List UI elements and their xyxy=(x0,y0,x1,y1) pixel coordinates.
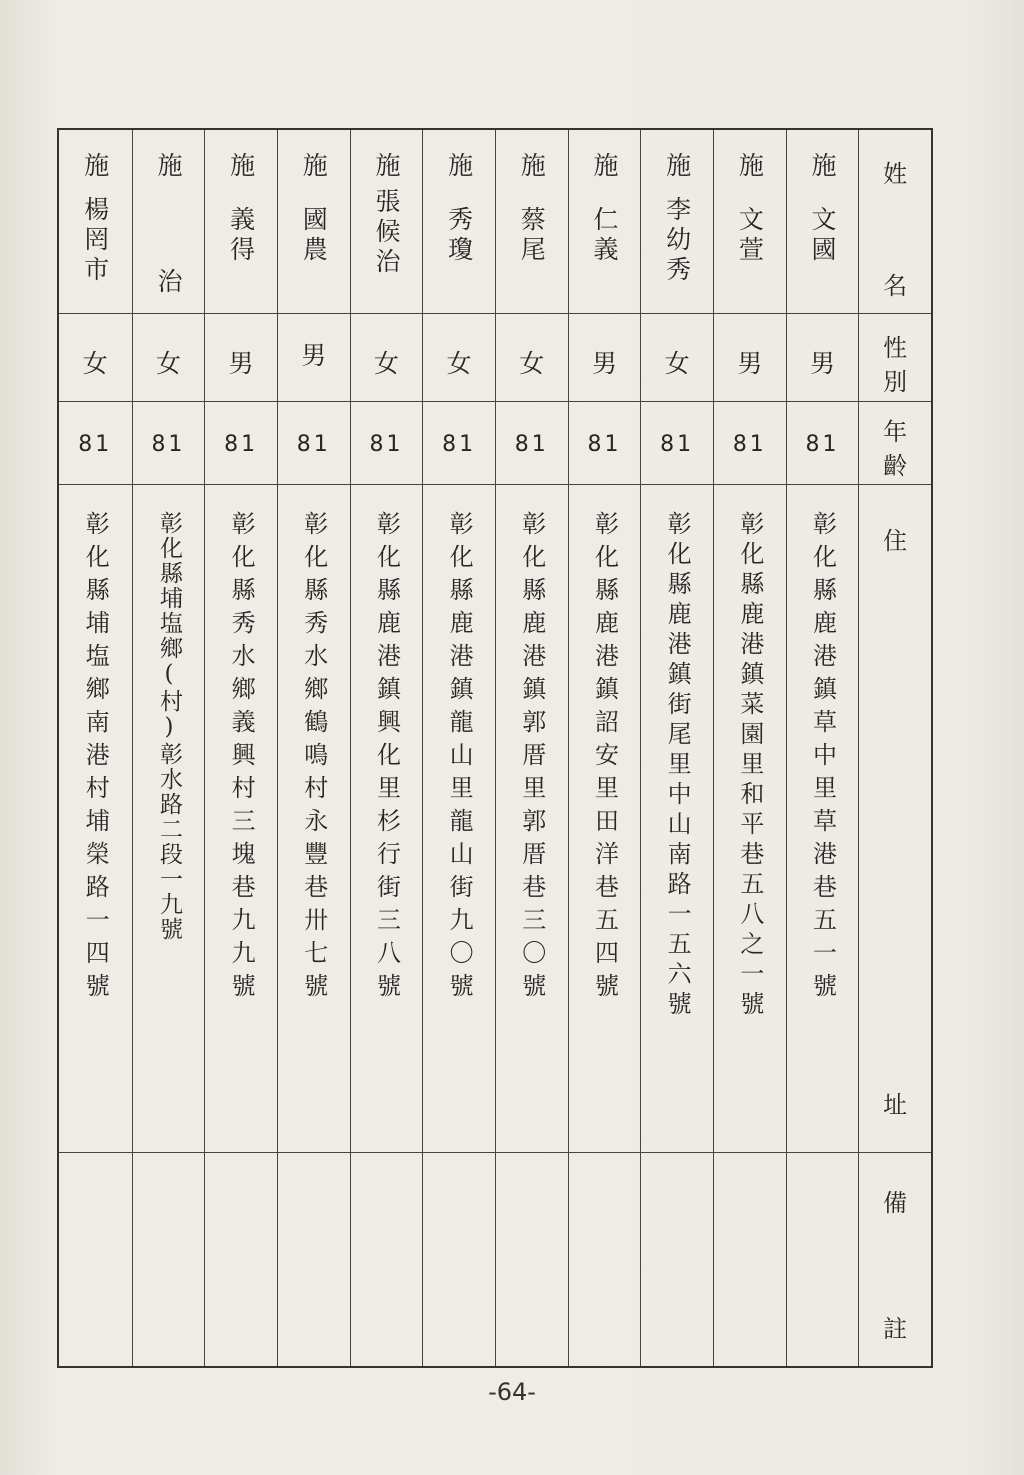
address-cell xyxy=(423,485,495,1153)
name-cell xyxy=(423,130,495,314)
header-column xyxy=(858,130,931,1366)
age-value: 81 xyxy=(224,432,259,457)
sex-cell xyxy=(641,314,713,402)
address-cell xyxy=(133,485,205,1153)
age-cell xyxy=(133,402,205,485)
surname: 施 xyxy=(517,152,547,182)
sex-value: 男 xyxy=(228,349,254,378)
remarks-cell xyxy=(278,1153,350,1366)
name-cell xyxy=(133,130,205,314)
age-value: 81 xyxy=(805,432,840,457)
sex-cell xyxy=(205,314,277,402)
record-column xyxy=(713,130,786,1366)
sex-cell xyxy=(59,314,132,402)
sex-value: 女 xyxy=(664,349,690,378)
address-cell xyxy=(278,485,350,1153)
remarks-cell xyxy=(205,1153,277,1366)
given-name: 蔡尾 xyxy=(517,206,547,266)
given-name: 李幼秀 xyxy=(662,196,692,286)
address-cell xyxy=(59,485,132,1153)
sex-value: 女 xyxy=(373,349,399,378)
age-cell xyxy=(787,402,859,485)
age-value: 81 xyxy=(514,432,549,457)
surname: 施 xyxy=(299,152,329,182)
surname: 施 xyxy=(226,152,256,182)
address-value: 彰化縣鹿港鎮街尾里中山南路一五六號 xyxy=(663,511,692,1021)
remarks-cell xyxy=(496,1153,568,1366)
surname: 施 xyxy=(589,152,619,182)
age-value: 81 xyxy=(78,432,113,457)
name-cell xyxy=(351,130,423,314)
given-name: 治 xyxy=(153,268,183,298)
name-cell xyxy=(569,130,641,314)
header-address-bottom: 址 xyxy=(883,1091,908,1119)
sex-cell xyxy=(569,314,641,402)
header-name-cell xyxy=(859,130,931,314)
header-age-cell xyxy=(859,402,931,485)
sex-value: 女 xyxy=(446,349,472,378)
remarks-cell xyxy=(569,1153,641,1366)
remarks-cell xyxy=(423,1153,495,1366)
given-name: 文國 xyxy=(807,206,837,266)
address-value: 彰化縣埔塩鄉(村)彰水路二段一九號 xyxy=(155,511,182,942)
age-cell xyxy=(641,402,713,485)
address-value: 彰化縣秀水鄉鶴鳴村永豐巷卅七號 xyxy=(299,511,328,1006)
sex-cell xyxy=(351,314,423,402)
remarks-cell xyxy=(351,1153,423,1366)
address-value: 彰化縣鹿港鎮龍山里龍山街九〇號 xyxy=(445,511,474,1006)
sex-cell xyxy=(496,314,568,402)
header-age-top: 年 xyxy=(883,418,908,446)
address-cell xyxy=(641,485,713,1153)
sex-value: 男 xyxy=(737,349,763,378)
given-name: 仁義 xyxy=(589,206,619,266)
sex-cell xyxy=(423,314,495,402)
record-column xyxy=(350,130,423,1366)
address-cell xyxy=(205,485,277,1153)
surname: 施 xyxy=(807,152,837,182)
record-column xyxy=(786,130,859,1366)
name-cell xyxy=(641,130,713,314)
sex-value: 女 xyxy=(82,349,108,378)
header-sex-cell xyxy=(859,314,931,402)
address-cell xyxy=(714,485,786,1153)
given-name: 義得 xyxy=(226,206,256,266)
sex-cell xyxy=(278,314,350,402)
sex-cell xyxy=(133,314,205,402)
remarks-cell xyxy=(641,1153,713,1366)
header-sex-bottom: 別 xyxy=(883,368,908,396)
address-value: 彰化縣秀水鄉義興村三塊巷九九號 xyxy=(227,511,256,1006)
record-column xyxy=(277,130,350,1366)
name-cell xyxy=(205,130,277,314)
remarks-cell xyxy=(59,1153,132,1366)
sex-value: 女 xyxy=(519,349,545,378)
given-name: 秀瓊 xyxy=(444,206,474,266)
register-table xyxy=(57,128,933,1368)
record-column xyxy=(568,130,641,1366)
address-value: 彰化縣埔塩鄉南港村埔榮路一四號 xyxy=(81,511,110,1006)
name-cell xyxy=(496,130,568,314)
header-address-cell xyxy=(859,485,931,1153)
remarks-cell xyxy=(714,1153,786,1366)
surname: 施 xyxy=(735,152,765,182)
sex-cell xyxy=(714,314,786,402)
address-value: 彰化縣鹿港鎮草中里草港巷五一號 xyxy=(808,511,837,1006)
header-name-top: 姓 xyxy=(883,160,908,188)
age-value: 81 xyxy=(151,432,186,457)
surname: 施 xyxy=(153,152,183,182)
header-sex-top: 性 xyxy=(883,334,908,362)
given-name: 楊罔市 xyxy=(80,196,110,286)
name-cell xyxy=(714,130,786,314)
record-column xyxy=(59,130,132,1366)
address-value: 彰化縣鹿港鎮興化里杉行街三八號 xyxy=(372,511,401,1006)
age-value: 81 xyxy=(732,432,767,457)
address-value: 彰化縣鹿港鎮詔安里田洋巷五四號 xyxy=(590,511,619,1006)
record-column xyxy=(422,130,495,1366)
header-age-bottom: 齡 xyxy=(883,452,908,480)
age-cell xyxy=(59,402,132,485)
header-remarks-top: 備 xyxy=(883,1189,908,1217)
age-cell xyxy=(496,402,568,485)
age-value: 81 xyxy=(296,432,331,457)
sex-value: 男 xyxy=(301,341,327,370)
header-name-bottom: 名 xyxy=(883,272,908,300)
header-remarks-bottom: 註 xyxy=(883,1315,908,1343)
age-cell xyxy=(205,402,277,485)
sex-value: 女 xyxy=(155,349,181,378)
remarks-cell xyxy=(787,1153,859,1366)
age-cell xyxy=(423,402,495,485)
record-column xyxy=(640,130,713,1366)
given-name: 文萱 xyxy=(735,206,765,266)
age-value: 81 xyxy=(587,432,622,457)
age-cell xyxy=(351,402,423,485)
record-column xyxy=(204,130,277,1366)
given-name: 國農 xyxy=(299,206,329,266)
surname: 施 xyxy=(444,152,474,182)
age-value: 81 xyxy=(660,432,695,457)
name-cell xyxy=(787,130,859,314)
remarks-cell xyxy=(133,1153,205,1366)
sex-value: 男 xyxy=(591,349,617,378)
name-cell xyxy=(59,130,132,314)
sex-cell xyxy=(787,314,859,402)
record-column xyxy=(495,130,568,1366)
age-cell xyxy=(714,402,786,485)
address-value: 彰化縣鹿港鎮郭厝里郭厝巷三〇號 xyxy=(517,511,546,1006)
page-number: -64- xyxy=(488,1378,536,1406)
age-cell xyxy=(569,402,641,485)
age-value: 81 xyxy=(369,432,404,457)
address-cell xyxy=(351,485,423,1153)
sex-value: 男 xyxy=(809,349,835,378)
address-cell xyxy=(787,485,859,1153)
surname: 施 xyxy=(80,152,110,182)
address-cell xyxy=(496,485,568,1153)
header-remarks-cell xyxy=(859,1153,931,1366)
given-name: 張候治 xyxy=(371,188,401,278)
surname: 施 xyxy=(662,152,692,182)
age-value: 81 xyxy=(442,432,477,457)
address-value: 彰化縣鹿港鎮菜園里和平巷五八之一號 xyxy=(735,511,764,1021)
surname: 施 xyxy=(371,152,401,182)
name-cell xyxy=(278,130,350,314)
record-column xyxy=(132,130,205,1366)
age-cell xyxy=(278,402,350,485)
address-cell xyxy=(569,485,641,1153)
header-address-top: 住 xyxy=(883,527,908,555)
